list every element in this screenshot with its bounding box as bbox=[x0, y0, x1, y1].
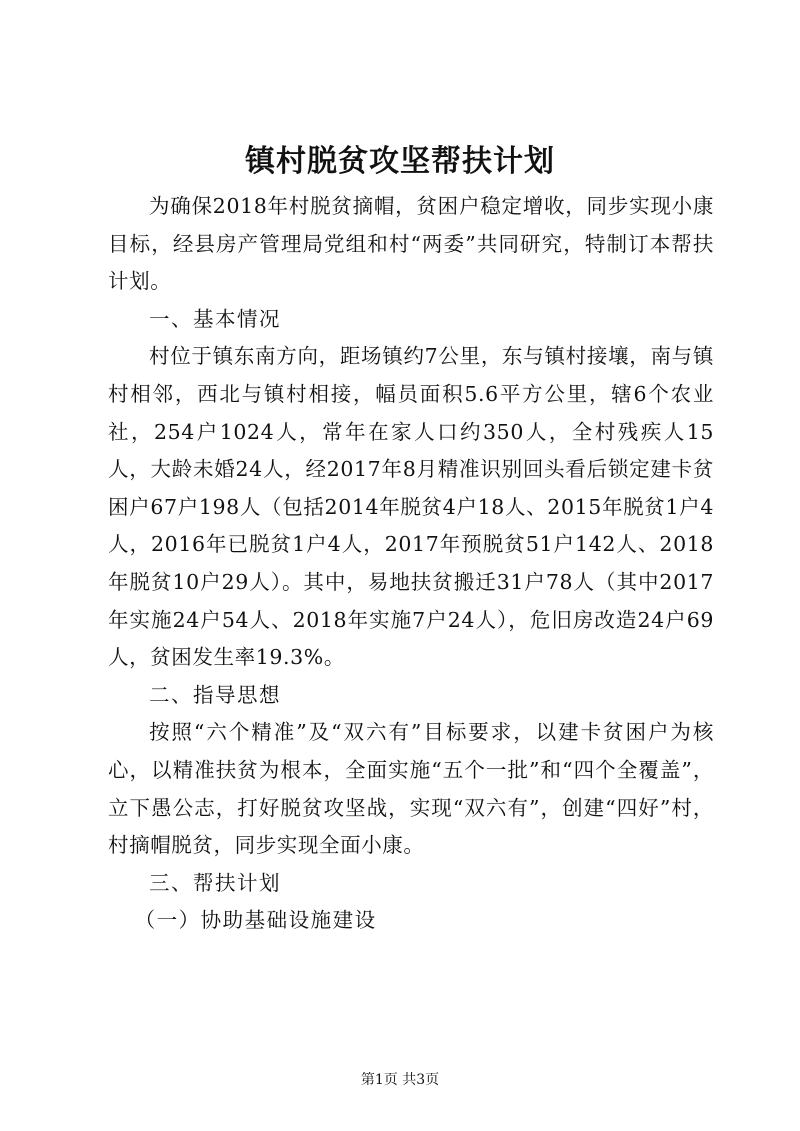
section-heading-assistance-plan: 三、帮扶计划 bbox=[149, 870, 281, 895]
intro-paragraph: 为确保2018年村脱贫摘帽，贫困户稳定增收，同步实现小康目标，经县房产管理局党组和村“两委”共同研究，特制订本帮扶计划。 bbox=[108, 194, 714, 294]
document-title: 镇村脱贫攻坚帮扶计划 bbox=[245, 144, 555, 179]
section-heading-basic-situation: 一、基本情况 bbox=[149, 306, 281, 331]
subsection-heading-infrastructure: （一）协助基础设施建设 bbox=[134, 908, 377, 933]
guiding-principle-paragraph: 按照“六个精准”及“双六有”目标要求，以建卡贫困户为核心，以精准扶贫为根本，全面实施“五个一批”和“四个全覆盖”，立下愚公志，打好脱贫攻坚战，实现“双六有”，创建“四好”村，村摘帽脱贫，同步实现全面小康。 bbox=[108, 720, 714, 858]
section-heading-guiding-principle: 二、指导思想 bbox=[149, 682, 281, 707]
document-body bbox=[108, 188, 714, 940]
basic-situation-paragraph: 村位于镇东南方向，距场镇约7公里，东与镇村接壤，南与镇村相邻，西北与镇村相接，幅员面积5.6平方公里，辖6个农业社，254户1024人，常年在家人口约350人，全村残疾人15人，大龄未婚24人，经2017年8月精准识别回头看后锁定建卡贫困户67户198人（包括2014年脱贫4户18人、2015年脱贫1户4人，2016年已脱贫1户4人，2017年预脱贫51户142人、2018年脱贫10户29人）。其中，易地扶贫搬迁31户78人（其中2017年实施24户54人、2018年实施7户24人），危旧房改造24户69人，贫困发生率19.3%。 bbox=[108, 344, 714, 670]
page-footer: 第1页 共3页 bbox=[360, 1072, 440, 1088]
